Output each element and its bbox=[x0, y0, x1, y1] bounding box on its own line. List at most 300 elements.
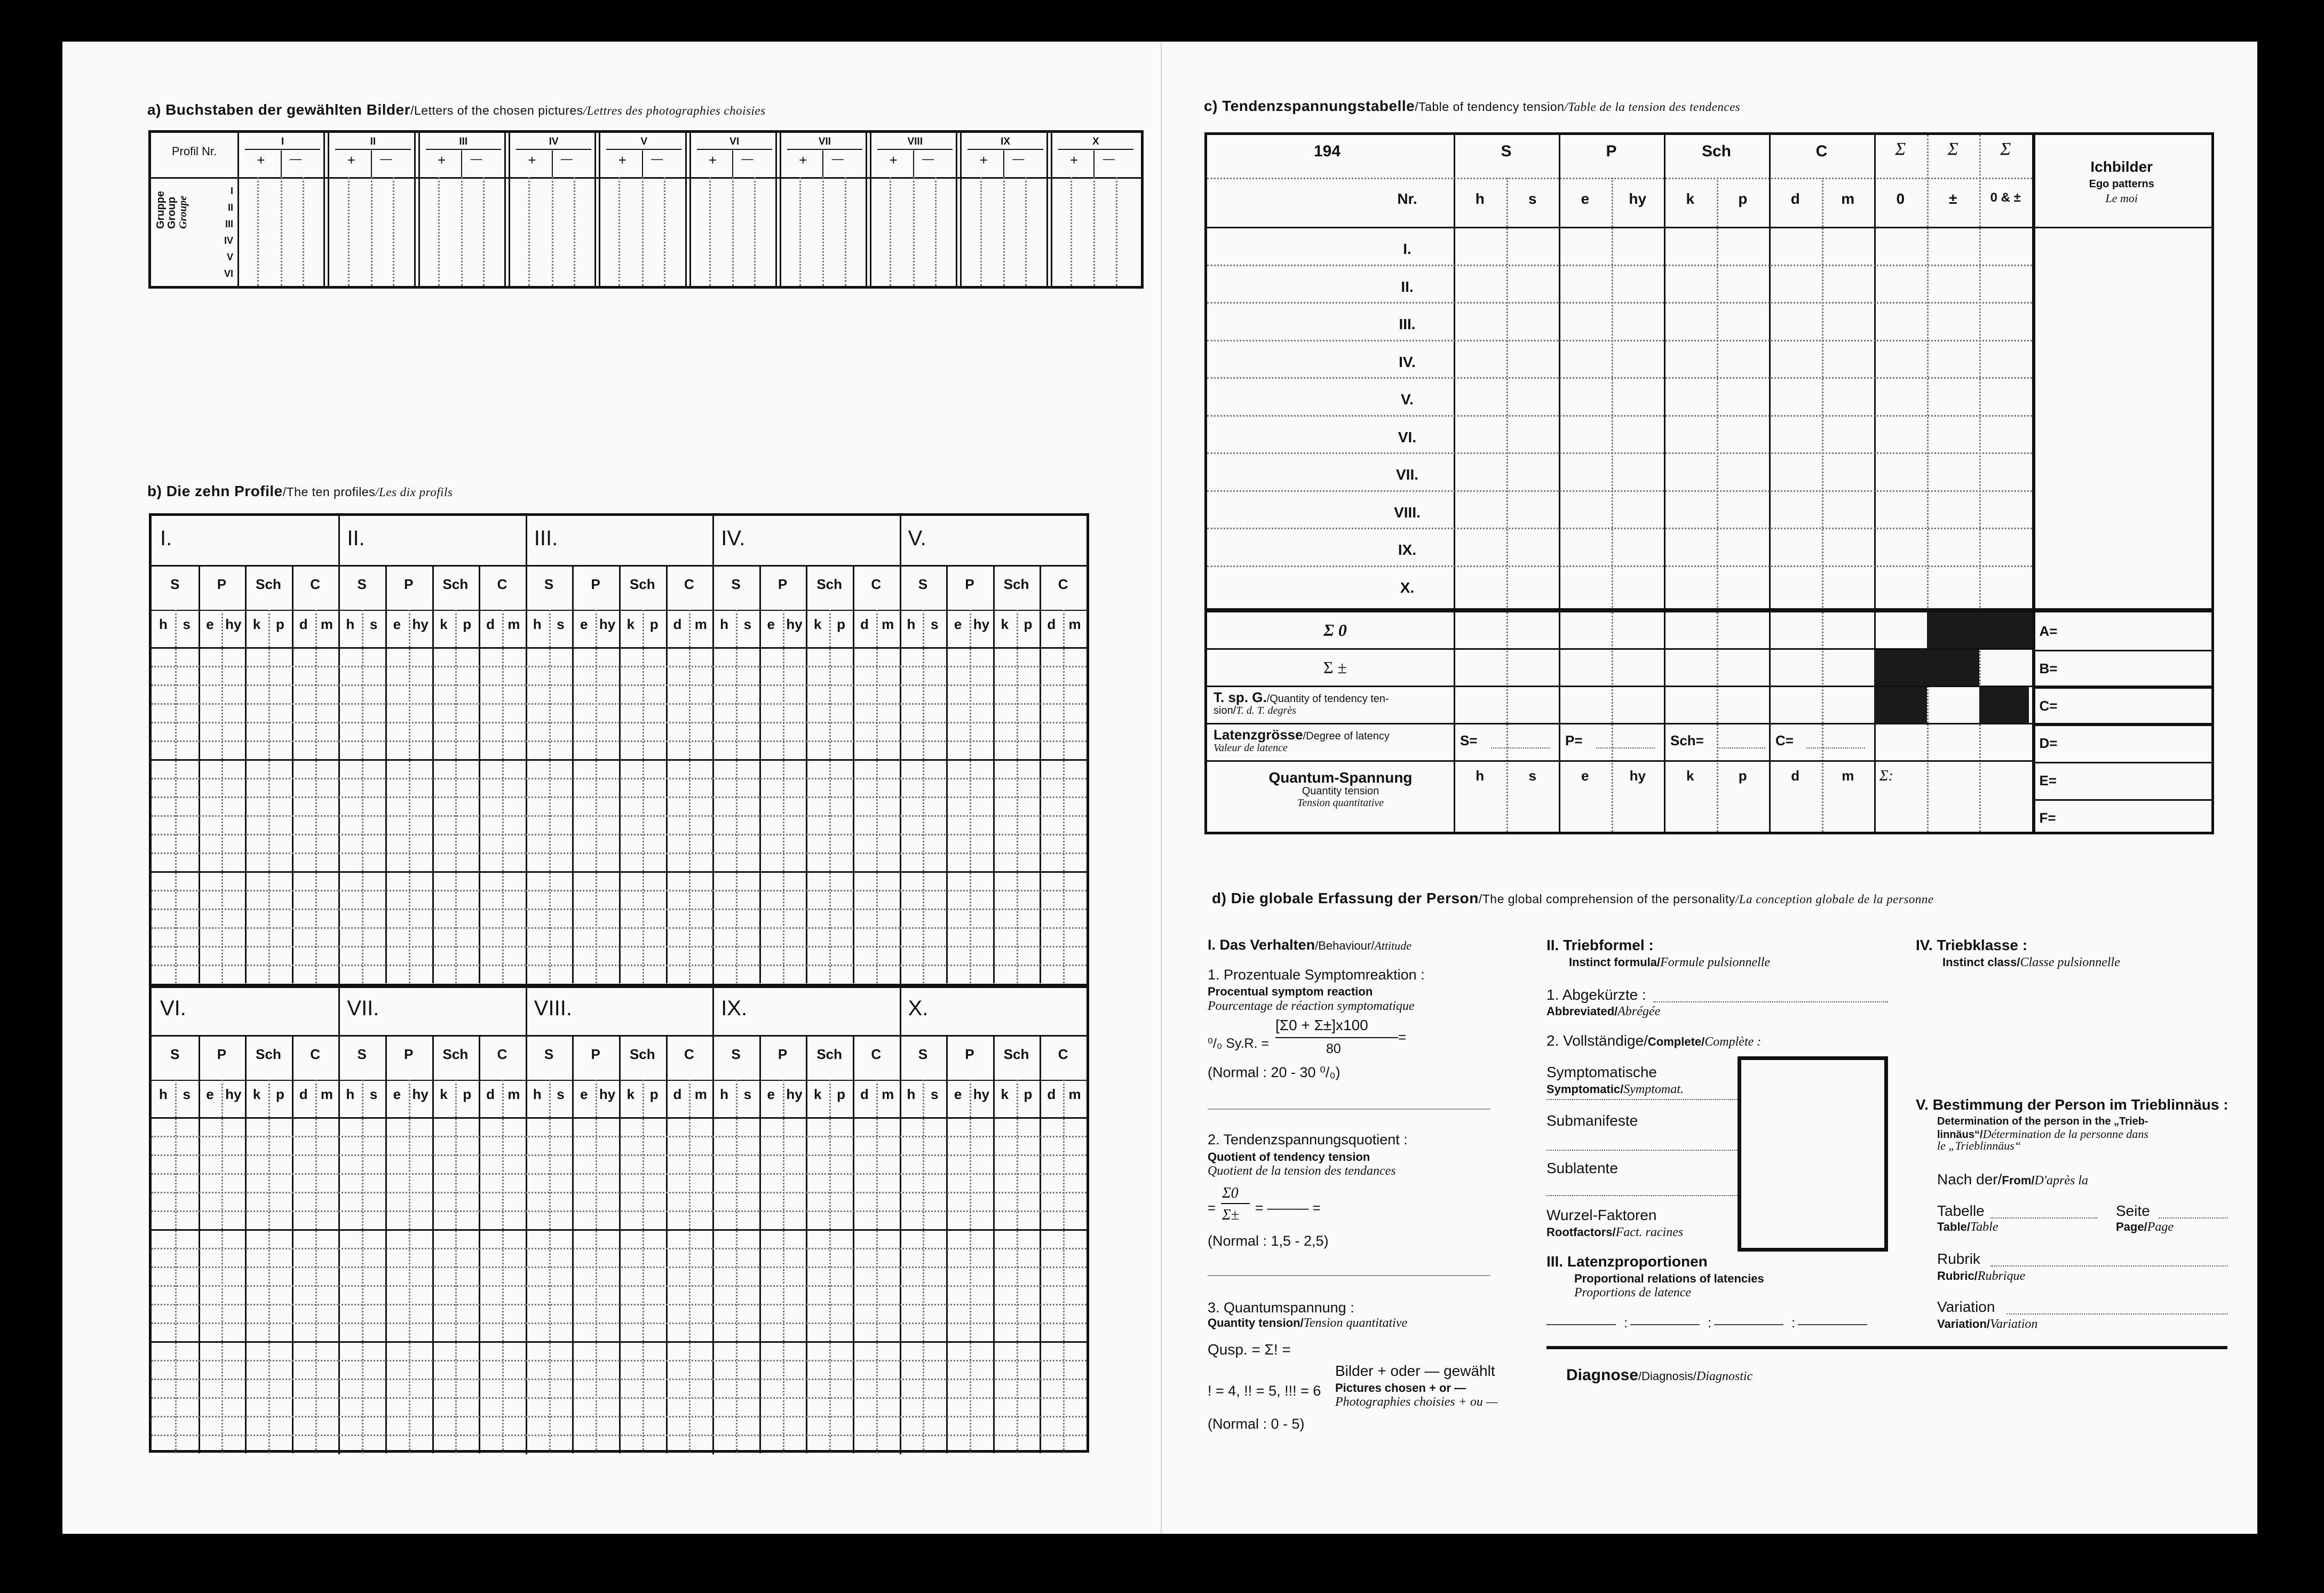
grid-dotted-line bbox=[712, 965, 899, 966]
vector-sch-header: Sch bbox=[1701, 142, 1732, 160]
factor-m-label: m bbox=[882, 1086, 894, 1102]
ego-label-b: B= bbox=[2039, 660, 2058, 676]
shaded-cell bbox=[1874, 650, 1927, 686]
ego-label-d: D= bbox=[2039, 735, 2058, 751]
grid-dotted-line bbox=[900, 666, 1086, 667]
quantity-tension-en-c1_3_en: Quantity tension/ bbox=[1208, 1316, 1304, 1329]
plus-sign: + bbox=[618, 152, 626, 168]
factor-row-divider bbox=[526, 647, 712, 649]
vector-s-label: S bbox=[918, 576, 928, 592]
page-blank[interactable] bbox=[2159, 1217, 2228, 1218]
profile-underline bbox=[426, 149, 501, 150]
grid-dotted-line bbox=[526, 1267, 712, 1268]
row-dotted-line bbox=[1207, 452, 2032, 454]
factor-k-label: k bbox=[626, 616, 635, 632]
sum-column-divider bbox=[1874, 135, 1876, 832]
plus-minus-divider bbox=[461, 150, 462, 177]
quotient-normal-c1_2_norm: (Normal : 1,5 - 2,5) bbox=[1208, 1233, 1329, 1249]
grid-dotted-line bbox=[712, 1154, 899, 1156]
profile-divider bbox=[870, 133, 871, 286]
profile-title-3: III. bbox=[534, 527, 558, 550]
plus-minus-dotted bbox=[371, 177, 372, 286]
latency-blank[interactable] bbox=[1806, 747, 1865, 748]
profile-underline bbox=[967, 149, 1043, 150]
quotient-num-c1_2_num: Σ0 bbox=[1222, 1185, 1239, 1201]
form-blank[interactable] bbox=[1546, 1195, 1738, 1196]
grid-dotted-line bbox=[152, 965, 338, 966]
vector-divider bbox=[853, 565, 854, 610]
group-label bbox=[155, 191, 189, 229]
abbreviated-en-c2_1_fr: Abrégée bbox=[1617, 1005, 1661, 1018]
proportion-blank[interactable] bbox=[1546, 1324, 1616, 1325]
symptom-formula-num bbox=[1275, 1017, 1368, 1033]
grid-dotted-line bbox=[338, 1192, 525, 1193]
row-label-10: X. bbox=[1400, 579, 1415, 596]
lat-de: Latenzgrösse bbox=[1213, 727, 1303, 743]
factor-m-label: m bbox=[694, 616, 707, 632]
symptom-formula-den bbox=[1326, 1042, 1341, 1056]
grid-dotted-line bbox=[712, 740, 899, 742]
tendency-tension-table bbox=[1204, 132, 2214, 834]
inner-dotted bbox=[664, 177, 665, 286]
inner-dotted bbox=[980, 177, 982, 286]
proportion-blank[interactable] bbox=[1630, 1324, 1700, 1325]
factor-row-divider bbox=[900, 647, 1086, 649]
grid-dotted-line bbox=[152, 909, 338, 910]
sum-column-divider bbox=[1979, 135, 1981, 832]
grid-dotted-line bbox=[526, 965, 712, 966]
profile-title-2: II. bbox=[347, 527, 365, 550]
inner-dotted bbox=[393, 177, 394, 286]
factor-e-label: e bbox=[954, 616, 962, 632]
abbreviated-en bbox=[1546, 1005, 1660, 1019]
profile-roman-9: IX bbox=[1001, 136, 1011, 147]
symptom-reaction-de-c1_1_de: 1. Prozentuale Symptomreaktion : bbox=[1208, 967, 1425, 983]
factor-row-divider bbox=[526, 1117, 712, 1119]
plus-minus-divider bbox=[1093, 150, 1094, 177]
latency-blank[interactable] bbox=[1491, 747, 1550, 748]
proportion-colon bbox=[1708, 1315, 1711, 1330]
profile-roman-5: V bbox=[640, 136, 648, 147]
grid-dotted-line bbox=[338, 1285, 525, 1287]
factor-s-label: s bbox=[931, 1086, 939, 1102]
inner-dotted bbox=[935, 177, 937, 286]
vector-sch-label: Sch bbox=[442, 576, 469, 592]
grid-dotted-line bbox=[152, 1304, 338, 1305]
vector-c-header: C bbox=[1815, 142, 1828, 160]
quotient-den bbox=[1222, 1207, 1239, 1223]
grid-dotted-line bbox=[338, 1267, 525, 1268]
quantity-normal-c1_3_norm: (Normal : 0 - 5) bbox=[1208, 1416, 1305, 1432]
page-en-c3_seite_en: Page/ bbox=[2116, 1220, 2147, 1233]
determination-en2-c3_v_en2: linnäus“/ bbox=[1937, 1129, 1983, 1141]
grid-dotted-line bbox=[526, 890, 712, 891]
vector-sch-label: Sch bbox=[1003, 576, 1029, 592]
profile-divider bbox=[1051, 133, 1052, 286]
grid-dotted-line bbox=[152, 890, 338, 891]
minus-sign: — bbox=[290, 152, 302, 165]
vector-divider bbox=[1040, 1035, 1041, 1080]
grid-dotted-line bbox=[526, 1285, 712, 1287]
group-label-group_fr: Groupe bbox=[177, 195, 189, 229]
plus-minus-divider bbox=[281, 150, 282, 177]
vector-divider bbox=[385, 1035, 387, 1080]
ego-column-divider bbox=[2032, 135, 2035, 832]
grid-dotted-line bbox=[526, 1416, 712, 1417]
profile-roman-10: X bbox=[1092, 136, 1099, 147]
group-number: II bbox=[227, 202, 233, 213]
header-dotted-divider bbox=[1207, 178, 2032, 179]
quotient-lhs-c1_2_lhs: = bbox=[1208, 1200, 1216, 1216]
grid-dotted-line bbox=[712, 1379, 899, 1380]
section-c-title: c) Tendenzspannungstabelle/Table of tendency tension/Table de la tension des tendences bbox=[1204, 98, 1741, 114]
grid-dotted-line bbox=[338, 1416, 525, 1417]
grid-row-line bbox=[712, 759, 899, 761]
row-dotted-line bbox=[1207, 340, 2032, 341]
variation-en bbox=[1937, 1318, 2037, 1332]
grid-dotted-line bbox=[900, 909, 1086, 910]
plus-minus-dotted bbox=[552, 177, 553, 286]
according-to bbox=[1937, 1172, 2088, 1188]
instinct-class-en-c3_head_en: Instinct class/ bbox=[1942, 955, 2020, 969]
group-number: I bbox=[230, 186, 233, 196]
vector-s-label: S bbox=[731, 576, 741, 592]
ego-row-line bbox=[2032, 799, 2212, 801]
factor-h-label: h bbox=[533, 1086, 542, 1102]
vector-divider bbox=[572, 1035, 574, 1080]
tension-quotient-de-c1_2_de: 2. Tendenzspannungsquotient : bbox=[1208, 1132, 1408, 1148]
qs-en: Quantity tension bbox=[1302, 785, 1379, 798]
sum-block-rule bbox=[1207, 608, 2211, 612]
plus-sign: + bbox=[799, 152, 807, 168]
profile-underline bbox=[516, 149, 591, 150]
grid-dotted-line bbox=[526, 684, 712, 686]
quantum-row-line bbox=[1207, 760, 2032, 762]
quantum-factor-p: p bbox=[1738, 768, 1747, 784]
plus-sign: + bbox=[979, 152, 988, 168]
grid-row-line bbox=[712, 1341, 899, 1343]
factor-p-label: p bbox=[649, 1086, 659, 1102]
factor-e-header: e bbox=[1581, 190, 1590, 207]
vector-divider bbox=[619, 1035, 621, 1080]
rubric-blank[interactable] bbox=[1990, 1265, 2228, 1267]
grid-dotted-line bbox=[526, 666, 712, 667]
quotient-lhs bbox=[1208, 1200, 1216, 1215]
symptom-formula-eq-c1_1_eq: = bbox=[1398, 1029, 1407, 1045]
vector-p-label: P bbox=[965, 576, 974, 592]
factor-s-label: s bbox=[183, 1086, 191, 1102]
factor-p-label: p bbox=[837, 616, 846, 632]
grid-dotted-line bbox=[338, 778, 525, 779]
factor-p-label: p bbox=[837, 1086, 846, 1102]
vector-c-label: C bbox=[871, 1046, 882, 1062]
grid-dotted-line bbox=[900, 703, 1086, 705]
grid-dotted-line bbox=[338, 834, 525, 835]
vector-divider bbox=[619, 565, 621, 610]
grid-dotted-line bbox=[338, 1435, 525, 1436]
factor-hy-label: hy bbox=[599, 616, 616, 632]
profile-divider bbox=[509, 133, 510, 286]
inner-dotted bbox=[438, 177, 440, 286]
grid-dotted-line bbox=[900, 1323, 1086, 1324]
qusp-formula-c1_3_f: Qusp. = Σ! = bbox=[1208, 1341, 1291, 1358]
grid-dotted-line bbox=[338, 890, 525, 891]
grid-dotted-line bbox=[900, 965, 1086, 966]
complete-de-c2_2_de: 2. Vollständige/ bbox=[1546, 1032, 1648, 1049]
row-label-9: IX. bbox=[1398, 541, 1417, 558]
sigma-header: Σ bbox=[2000, 139, 2011, 159]
group-number: V bbox=[226, 252, 233, 262]
symptom-reaction-de bbox=[1208, 967, 1425, 983]
abbreviated-blank[interactable] bbox=[1653, 1001, 1888, 1002]
grid-row-line bbox=[152, 871, 338, 873]
proportion-colon bbox=[1791, 1315, 1795, 1330]
vector-divider bbox=[993, 1035, 995, 1080]
behaviour-head-c1_head_de: I. Das Verhalten bbox=[1208, 937, 1315, 953]
factor-e-label: e bbox=[393, 1086, 401, 1102]
grid-dotted-line bbox=[152, 834, 338, 835]
section-b-title: b) Die zehn Profile/The ten profiles/Les dix profils bbox=[147, 483, 453, 499]
factor-k-label: k bbox=[252, 616, 261, 632]
formula-head bbox=[1546, 937, 1654, 953]
exclamation-values-c1_3_ex: ! = 4, !! = 5, !!! = 6 bbox=[1208, 1383, 1321, 1399]
proportion-blank[interactable] bbox=[1798, 1324, 1867, 1325]
latency-blank[interactable] bbox=[1596, 747, 1655, 748]
profile-divider bbox=[780, 133, 781, 286]
tension-quotient-fr bbox=[1208, 1164, 1396, 1178]
inner-dotted bbox=[1070, 177, 1072, 286]
separator bbox=[1208, 1275, 1490, 1276]
grid-dotted-line bbox=[712, 815, 899, 817]
vector-divider bbox=[292, 1035, 294, 1080]
quantity-tension-de-c1_3_de: 3. Quantumspannung : bbox=[1208, 1300, 1354, 1316]
sublatent-label-c2_sbl: Sublatente bbox=[1546, 1160, 1618, 1176]
group-number: VI bbox=[224, 268, 233, 279]
plus-minus-divider bbox=[732, 150, 733, 177]
profile-title-1: I. bbox=[160, 527, 172, 550]
profile-divider bbox=[775, 133, 777, 286]
factor-row-divider bbox=[338, 647, 525, 649]
variation-en-c3_var_en: Variation/ bbox=[1937, 1317, 1990, 1331]
factor-row-divider bbox=[712, 647, 899, 649]
grid-dotted-line bbox=[526, 1136, 712, 1137]
factor-s-label: s bbox=[557, 616, 565, 632]
page-fold bbox=[1161, 42, 1162, 1534]
plus-minus-dotted bbox=[461, 177, 463, 286]
proportion-colon-c2_3_colons: : bbox=[1708, 1315, 1712, 1331]
instinct-formula-box[interactable] bbox=[1738, 1056, 1888, 1252]
variation-de bbox=[1937, 1299, 1995, 1315]
lat-fr: Valeur de latence bbox=[1213, 742, 1288, 754]
profile-title-5: V. bbox=[908, 527, 926, 550]
profile-title-6: VI. bbox=[160, 997, 186, 1020]
grid-dotted-line bbox=[900, 927, 1086, 929]
factor-row-divider bbox=[338, 1117, 525, 1119]
grid-dotted-line bbox=[900, 946, 1086, 947]
grid-dotted-line bbox=[526, 853, 712, 854]
vector-s-label: S bbox=[918, 1046, 928, 1062]
profile-divider bbox=[960, 133, 962, 286]
symptom-normal bbox=[1208, 1065, 1341, 1080]
grid-dotted-line bbox=[152, 1192, 338, 1193]
grid-dotted-line bbox=[900, 1248, 1086, 1249]
tsp-label bbox=[1213, 690, 1389, 716]
symptom-normal-c1_1_norm: (Normal : 20 - 30 ⁰/₀) bbox=[1208, 1064, 1341, 1080]
factor-hy-label: hy bbox=[225, 1086, 242, 1102]
plus-minus-divider bbox=[913, 150, 914, 177]
factor-h-label: h bbox=[907, 616, 916, 632]
grid-dotted-line bbox=[526, 815, 712, 817]
profile-underline bbox=[335, 149, 410, 150]
plus-minus-dotted bbox=[1093, 177, 1095, 286]
year-label: 194 bbox=[1313, 142, 1341, 160]
profile-divider bbox=[414, 133, 416, 286]
factor-row-divider bbox=[152, 647, 338, 649]
sum-pm-label: Σ ± bbox=[1323, 658, 1347, 677]
grid-dotted-line bbox=[152, 946, 338, 947]
factor-p-label: p bbox=[1024, 616, 1033, 632]
grid-row-line bbox=[338, 1341, 525, 1343]
factor-h-label: h bbox=[533, 616, 542, 632]
factor-m-label: m bbox=[507, 616, 520, 632]
grid-dotted-line bbox=[712, 909, 899, 910]
grid-row-line bbox=[900, 759, 1086, 761]
tsp-fr: T. d. T. degrès bbox=[1236, 704, 1296, 716]
grid-dotted-line bbox=[152, 796, 338, 798]
factor-hy-header: hy bbox=[1629, 190, 1647, 207]
row-dotted-line bbox=[1207, 265, 2032, 266]
grid-dotted-line bbox=[152, 1416, 338, 1417]
factor-k-header: k bbox=[1686, 190, 1695, 207]
plus-sign: + bbox=[1070, 152, 1078, 168]
latency-blank[interactable] bbox=[1717, 747, 1765, 748]
grid-dotted-line bbox=[526, 703, 712, 705]
complete-de-c2_2_fr: Complète : bbox=[1704, 1035, 1762, 1049]
grid-dotted-line bbox=[338, 1136, 525, 1137]
proportion-colon bbox=[1624, 1315, 1628, 1330]
sum-col-label: 0 bbox=[1896, 190, 1905, 207]
row-dotted-line bbox=[1207, 490, 2032, 492]
rootfactors-en bbox=[1546, 1226, 1683, 1240]
factor-m-label: m bbox=[694, 1086, 707, 1102]
grid-dotted-line bbox=[152, 1397, 338, 1399]
vector-c-label: C bbox=[684, 1046, 694, 1062]
tsp-en2: sion/ bbox=[1213, 704, 1236, 716]
vector-s-label: S bbox=[544, 1046, 554, 1062]
profile-column-divider bbox=[237, 133, 239, 286]
quantum-factor-d: d bbox=[1791, 768, 1800, 784]
instinct-class-en-c3_head_fr: Classe pulsionnelle bbox=[2020, 955, 2120, 969]
factor-s-label: s bbox=[369, 1086, 378, 1102]
factor-m-label: m bbox=[1068, 616, 1081, 632]
form-blank[interactable] bbox=[1546, 1150, 1738, 1151]
table-en bbox=[1937, 1221, 1998, 1234]
vector-divider bbox=[1559, 135, 1560, 832]
grid-dotted-line bbox=[152, 1136, 338, 1137]
grid-dotted-line bbox=[152, 1323, 338, 1324]
variation-blank[interactable] bbox=[2006, 1313, 2228, 1315]
factor-h-label: h bbox=[346, 1086, 355, 1102]
latency-proportions-fr bbox=[1574, 1286, 1691, 1300]
vector-divider bbox=[946, 565, 948, 610]
vector-sch-label: Sch bbox=[442, 1046, 469, 1062]
profile-underline bbox=[877, 149, 953, 150]
determination-en1-c3_v_en1: Determination of the person in the „Trieb- bbox=[1937, 1116, 2148, 1127]
inner-dotted bbox=[1025, 177, 1027, 286]
vector-divider bbox=[1769, 135, 1771, 832]
plus-minus-divider bbox=[552, 150, 553, 177]
grid-dotted-line bbox=[900, 1267, 1086, 1268]
vector-c-label: C bbox=[1058, 576, 1068, 592]
factor-d-header: d bbox=[1790, 190, 1800, 207]
grid-dotted-line bbox=[338, 684, 525, 686]
minus-sign: — bbox=[470, 152, 482, 165]
grid-dotted-line bbox=[152, 684, 338, 686]
grid-dotted-line bbox=[712, 1435, 899, 1436]
grid-dotted-line bbox=[526, 1304, 712, 1305]
plus-minus-dotted bbox=[642, 177, 644, 286]
factor-e-label: e bbox=[767, 616, 775, 632]
profile-block-divider bbox=[152, 984, 1086, 988]
row-dotted-line bbox=[1207, 415, 2032, 417]
quotient-den-c1_2_den: Σ± bbox=[1222, 1207, 1240, 1223]
grid-dotted-line bbox=[338, 1379, 525, 1380]
grid-dotted-line bbox=[152, 1173, 338, 1175]
vector-c-label: C bbox=[871, 576, 882, 592]
quotient-eq bbox=[1255, 1200, 1321, 1215]
diagnosis-label-diag_fr: Diagnostic bbox=[1696, 1369, 1753, 1383]
according-to-c3_nach_fr: D'après la bbox=[2034, 1174, 2088, 1188]
vector-divider bbox=[806, 565, 807, 610]
grid-dotted-line bbox=[900, 1154, 1086, 1156]
grid-dotted-line bbox=[712, 1192, 899, 1193]
grid-dotted-line bbox=[712, 1210, 899, 1212]
factor-e-label: e bbox=[767, 1086, 775, 1102]
grid-dotted-line bbox=[712, 703, 899, 705]
vector-p-label: P bbox=[778, 576, 788, 592]
grid-row-line bbox=[900, 1341, 1086, 1343]
profile-divider bbox=[418, 133, 420, 286]
form-blank[interactable] bbox=[1546, 1099, 1738, 1100]
inner-dotted bbox=[618, 177, 620, 286]
vector-sch-label: Sch bbox=[629, 1046, 655, 1062]
grid-dotted-line bbox=[526, 909, 712, 910]
grid-dotted-line bbox=[526, 778, 712, 779]
submanifest-label-c2_sub: Submanifeste bbox=[1546, 1112, 1638, 1129]
plus-minus-divider bbox=[371, 150, 372, 177]
inner-dotted bbox=[1116, 177, 1117, 286]
profile-divider bbox=[323, 133, 325, 286]
inner-dotted bbox=[799, 177, 801, 286]
table-blank[interactable] bbox=[1990, 1217, 2097, 1218]
separator bbox=[1208, 1109, 1490, 1110]
ego-row-line bbox=[2032, 650, 2212, 651]
grid-dotted-line bbox=[712, 1285, 899, 1287]
header-bottom-rule bbox=[1207, 227, 2211, 228]
grid-dotted-line bbox=[338, 740, 525, 742]
latency-label bbox=[1213, 727, 1390, 754]
sublatent-label bbox=[1546, 1160, 1618, 1176]
proportion-blank[interactable] bbox=[1714, 1324, 1783, 1325]
instinct-class-head-c3_head_de: IV. Triebklasse : bbox=[1916, 937, 2028, 953]
fraction-bar bbox=[1221, 1203, 1250, 1204]
grid-dotted-line bbox=[338, 1397, 525, 1399]
grid-dotted-line bbox=[526, 1397, 712, 1399]
tension-quotient-en-c1_2_en: Quotient of tendency tension bbox=[1208, 1150, 1370, 1164]
grid-dotted-line bbox=[712, 1136, 899, 1137]
vector-p-label: P bbox=[591, 1046, 600, 1062]
profile-roman-8: VIII bbox=[907, 136, 923, 147]
